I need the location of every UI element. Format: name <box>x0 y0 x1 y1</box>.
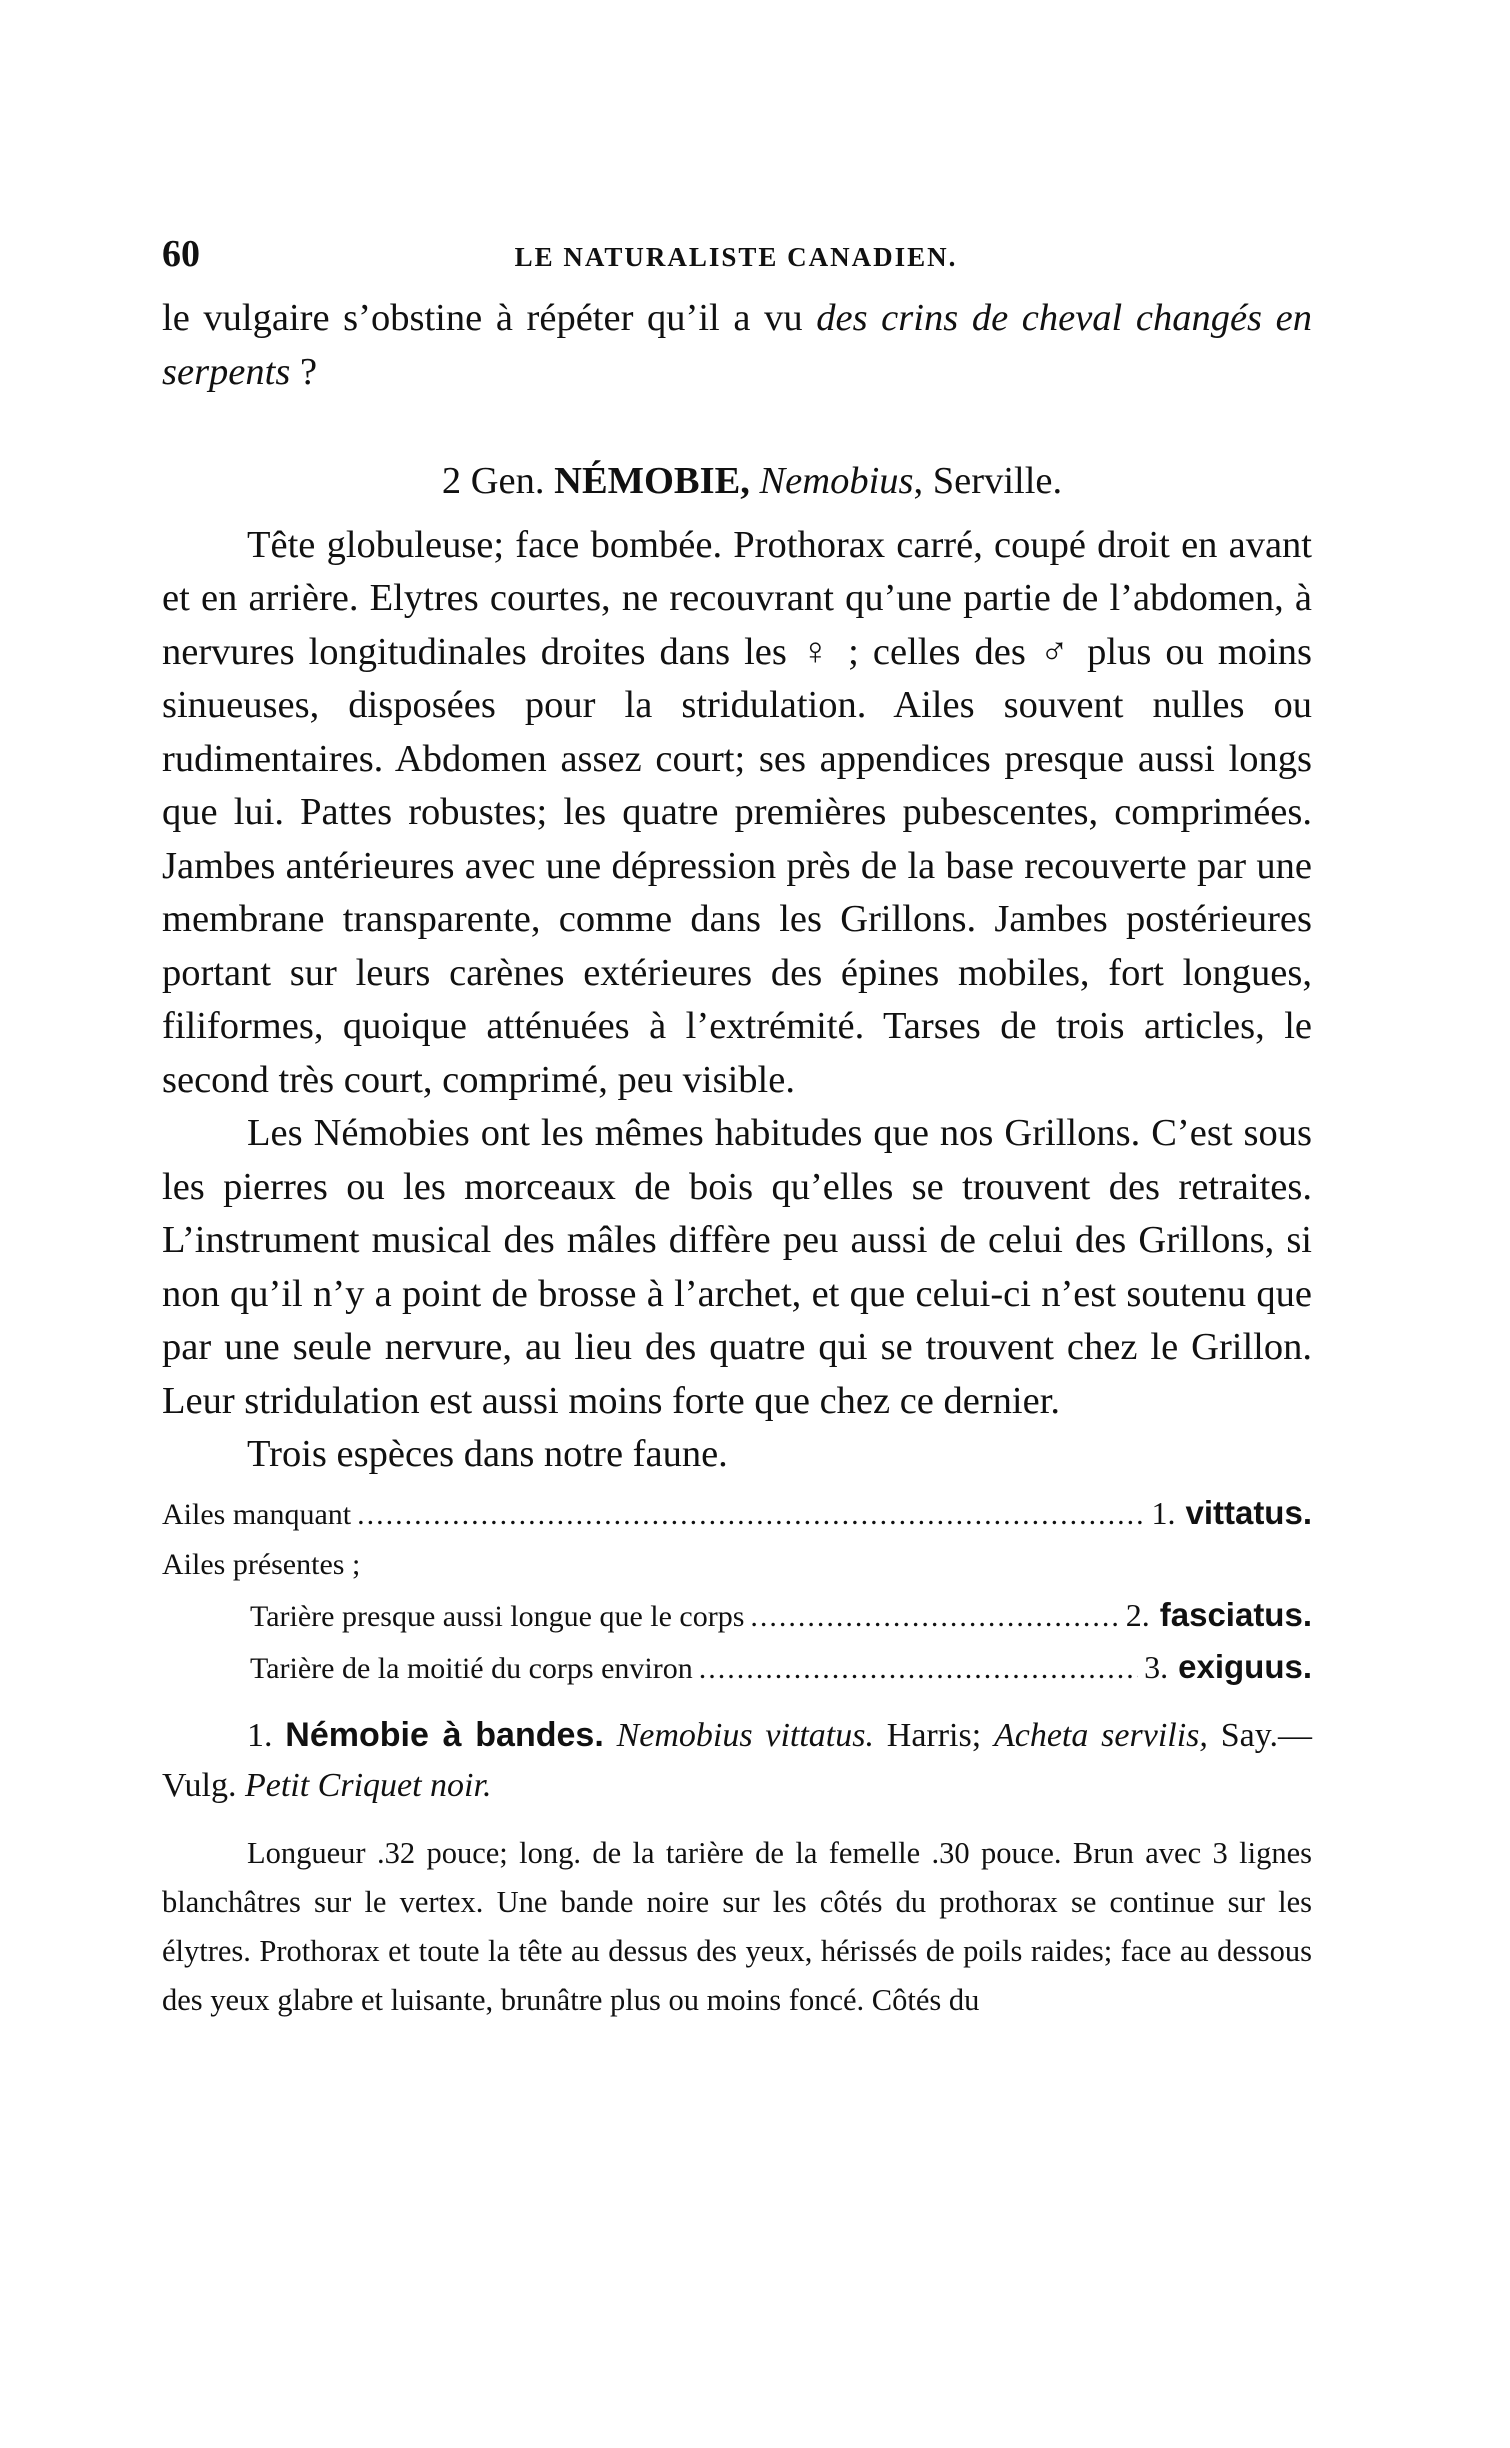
key-leader-dots <box>357 1490 1145 1540</box>
species-heading <box>162 1710 1312 1811</box>
genus-author: , Serville. <box>913 460 1063 502</box>
genus-heading <box>162 455 1312 509</box>
page <box>162 232 1312 2055</box>
species-synonym-author: Say.—Vulg. <box>162 1716 1312 1804</box>
continuation-paragraph <box>162 292 1312 399</box>
species-synonym: Acheta servilis, <box>993 1716 1208 1754</box>
genus-name: NÉMOBIE, <box>554 460 750 502</box>
key-number: 3. <box>1144 1648 1169 1685</box>
key-number: 2. <box>1125 1596 1150 1633</box>
spacer <box>162 399 1312 455</box>
key-label: Ailes présentes ; <box>162 1547 361 1581</box>
continuation-italic: des crins de cheval changés en serpents <box>162 297 1313 393</box>
species-common-name: Némobie à bandes. <box>285 1715 604 1754</box>
continuation-text: le vulgaire s’obstine à répéter qu’il a vu <box>162 297 817 339</box>
species-description: Longueur .32 pouce; long. de la tarière de la femelle .30 pouce. Brun avec 3 lignes blanchâtres sur le vertex. Une bande noire sur les côtés du prothorax se continue sur les élytres. Prothorax et toute la tête au dessus des yeux, hérissés de poils raides; face au dessous des yeux glabre et luisante, brunâtre plus ou moins foncé. Côtés du <box>162 1835 1312 2017</box>
key-label: Tarière de la moitié du corps environ <box>250 1651 693 1685</box>
identification-key <box>162 1488 1312 1694</box>
key-species: exiguus. <box>1178 1647 1312 1685</box>
key-label: Ailes manquant <box>162 1497 352 1531</box>
key-row <box>162 1488 1312 1540</box>
key-row <box>162 1642 1312 1694</box>
genus-prefix: 2 Gen. <box>441 460 555 502</box>
key-leader-dots <box>699 1644 1138 1694</box>
species-count-paragraph: Trois espèces dans notre faune. <box>247 1433 728 1475</box>
key-row <box>162 1540 1312 1590</box>
key-number: 1. <box>1151 1494 1176 1531</box>
species-number: 1. <box>247 1716 286 1754</box>
description-paragraph: Tête globuleuse; face bombée. Prothorax carré, coupé droit en avant et en arrière. Elytres courtes, ne recouvrant qu’une partie de l’abdomen, à nervures longitudinales droites dans les ♀ ; celles des ♂ plus ou moins sinueuses, disposées pour la stridulation. Ailes souvent nulles ou rudimentaires. Abdomen assez court; ses appendices presque aussi longs que lui. Pattes robustes; les quatre premières pubescentes, comprimées. Jambes antérieures avec une dépression près de la base recouverte par une membrane transparente, comme dans les Grillons. Jambes postérieures portant sur leurs carènes extérieures des épines mobiles, fort longues, filiformes, quoique atténuées à l’extrémité. Tarses de trois articles, le second très court, comprimé, peu visible. <box>162 523 1312 1101</box>
habits-paragraph: Les Némobies ont les mêmes habitudes que nos Grillons. C’est sous les pierres ou les morceaux de bois qu’elles se trouvent des retraites. L’instrument musical des mâles diffère peu aussi de celui des Grillons, si non qu’il n’y a point de brosse à l’archet, et que celui-ci n’est soutenu que par une seule nervure, au lieu des quatre qui se trouvent chez le Grillon. Leur stridulation est aussi moins forte que chez ce dernier. <box>162 1112 1312 1422</box>
key-label: Tarière presque aussi longue que le corps <box>250 1599 745 1633</box>
key-row <box>162 1590 1312 1642</box>
genus-latin-name: Nemobius <box>759 460 914 502</box>
key-species: fasciatus. <box>1159 1595 1312 1633</box>
running-title: LE NATURALISTE CANADIEN. <box>514 242 958 272</box>
main-text <box>162 292 1312 1482</box>
continuation-end: ? <box>290 350 318 393</box>
species-vulgar-name: Petit Criquet noir. <box>244 1766 492 1804</box>
species-author: Harris; <box>873 1716 994 1754</box>
key-leader-dots <box>750 1592 1119 1642</box>
species-latin-name: Nemobius vittatus. <box>616 1716 874 1754</box>
key-species: vittatus. <box>1185 1493 1312 1531</box>
page-number: 60 <box>162 233 200 275</box>
page-header <box>162 232 1312 292</box>
